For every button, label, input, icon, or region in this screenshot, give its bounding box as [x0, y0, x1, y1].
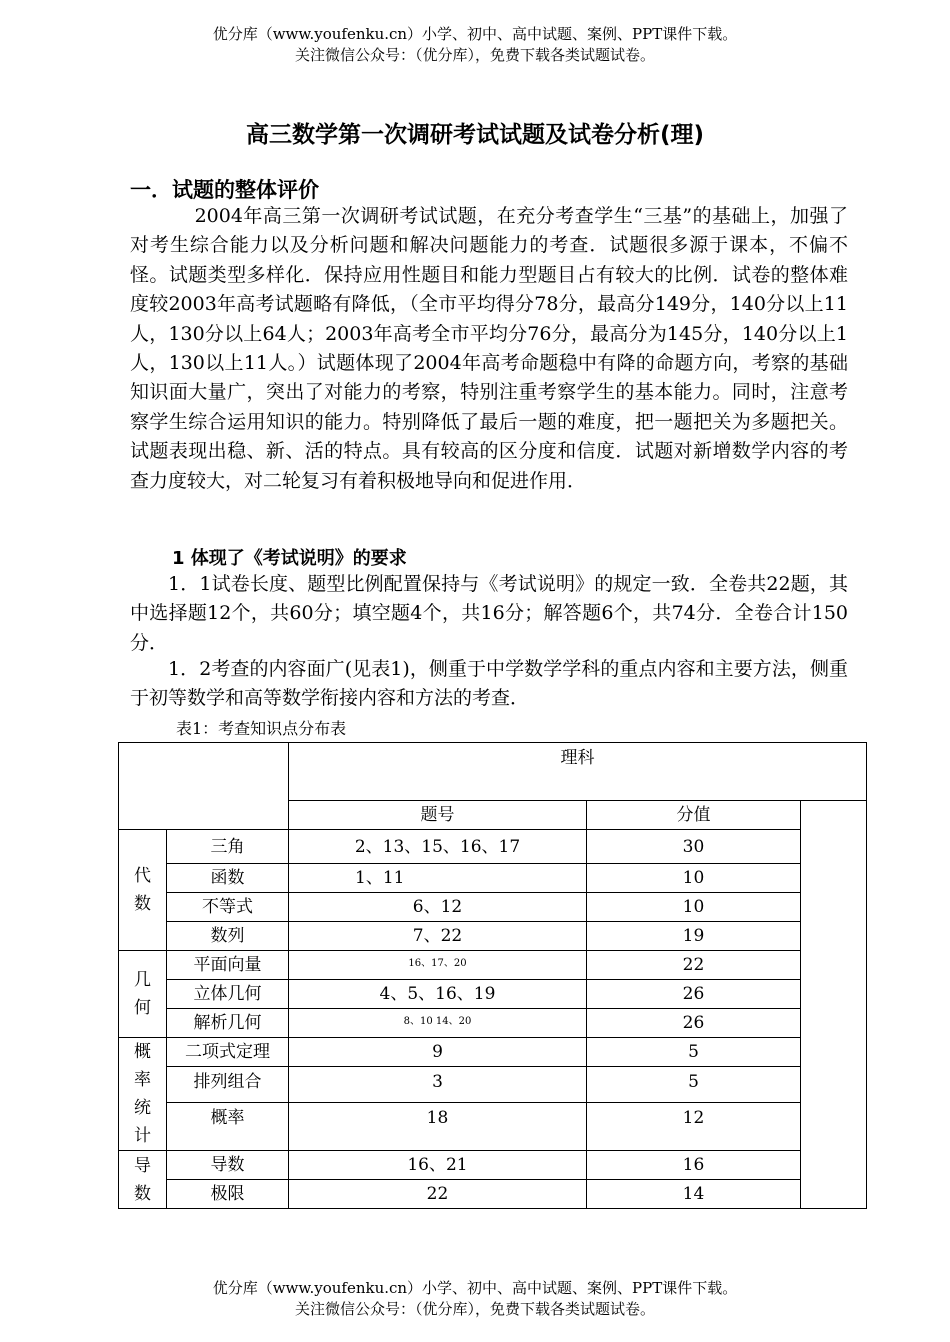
category-derivative: 导 数 [119, 1151, 167, 1209]
category-geometry: 几 何 [119, 951, 167, 1038]
table-row-topic: 数列 [167, 922, 289, 951]
table-row-score: 30 [587, 830, 801, 864]
table-row-topic: 平面向量 [167, 951, 289, 980]
table-row-topic: 排列组合 [167, 1067, 289, 1102]
table-row-qnum: 16、17、20 [289, 951, 587, 980]
table-caption: 表1：考查知识点分布表 [176, 719, 347, 738]
table-row-qnum: 3 [289, 1067, 587, 1102]
table-row-topic: 二项式定理 [167, 1038, 289, 1067]
table-row-score: 19 [587, 922, 801, 951]
watermark-line-1: 优分库（www.youfenku.cn）小学、初中、高中试题、案例、PPT课件下载。 [212, 25, 738, 43]
table-row-score: 16 [587, 1151, 801, 1180]
table-row-qnum: 22 [289, 1180, 587, 1209]
watermark-footer [0, 1278, 950, 1320]
watermark-line-2: 关注微信公众号：（优分库），免费下载各类试题试卷。 [294, 46, 655, 64]
table-row-topic: 导数 [167, 1151, 289, 1180]
paragraph-1-1: 1．1试卷长度、题型比例配置保持与《考试说明》的规定一致．全卷共22题，其中选择题12个，共60分；填空题4个，共16分；解答题6个，共74分．全卷合计150分． [130, 573, 848, 654]
table-row-score: 26 [587, 1009, 801, 1038]
table-row-qnum: 1、11 [289, 864, 587, 893]
header-question-number: 题号 [289, 801, 587, 830]
subsection-heading: 1 体现了《考试说明》的要求 [172, 548, 407, 569]
knowledge-distribution-table [118, 742, 867, 1209]
category-probability-statistics: 概 率 统 计 [119, 1038, 167, 1151]
table-row-score: 10 [587, 893, 801, 922]
table-blank-column [801, 801, 867, 1209]
table-row-topic: 立体几何 [167, 980, 289, 1009]
table-row-qnum: 9 [289, 1038, 587, 1067]
header-score: 分值 [587, 801, 801, 830]
watermark-line-1: 优分库（www.youfenku.cn）小学、初中、高中试题、案例、PPT课件下载。 [212, 1279, 738, 1297]
header-science: 理科 [289, 743, 867, 801]
table-row-score: 26 [587, 980, 801, 1009]
table-row-qnum: 2、13、15、16、17 [289, 830, 587, 864]
table-row-score: 5 [587, 1038, 801, 1067]
table-row-qnum: 18 [289, 1102, 587, 1150]
table-row-score: 14 [587, 1180, 801, 1209]
table-row-topic: 极限 [167, 1180, 289, 1209]
table-row-score: 10 [587, 864, 801, 893]
watermark-header [0, 24, 950, 66]
table-row-topic: 函数 [167, 864, 289, 893]
table-row-score: 12 [587, 1102, 801, 1150]
table-row-qnum: 7、22 [289, 922, 587, 951]
watermark-line-2: 关注微信公众号：（优分库），免费下载各类试题试卷。 [294, 1300, 655, 1318]
paragraph-overall-evaluation: 2004年高三第一次调研考试试题，在充分考查学生“三基”的基础上，加强了对考生综合能力以及分析问题和解决问题能力的考查．试题很多源于课本，不偏不怪。试题类型多样化．保持应用性题目和能力型题目占有较大的比例．试卷的整体难度较2003年高考试题略有降低，（全市平均得分78分，最高分149分，140分以上11人，130分以上64人；2003年高考全市平均分76分，最高分为145分，140分以上1人，130以上11人。）试题体现了2004年高考命题稳中有降的命题方向，考察的基础知识面大量广，突出了对能力的考察，特别注重考察学生的基本能力。同时，注意考察学生综合运用知识的能力。特别降低了最后一题的难度，把一题把关为多题把关。试题表现出稳、新、活的特点。具有较高的区分度和信度．试题对新增数学内容的考查力度较大，对二轮复习有着积极地导向和促进作用． [130, 205, 848, 492]
table-row-topic: 解析几何 [167, 1009, 289, 1038]
table-row-qnum: 16、21 [289, 1151, 587, 1180]
table-row-qnum: 6、12 [289, 893, 587, 922]
table-row-topic: 不等式 [167, 893, 289, 922]
table-row-qnum: 4、5、16、19 [289, 980, 587, 1009]
table-row-score: 5 [587, 1067, 801, 1102]
section-heading: 一．试题的整体评价 [130, 178, 319, 202]
table-row-topic: 概率 [167, 1102, 289, 1150]
table-row-topic: 三角 [167, 830, 289, 864]
table-corner-cell [119, 743, 289, 830]
paragraph-1-2: 1．2考查的内容面广(见表1)，侧重于中学数学学科的重点内容和主要方法，侧重于初等数学和高等数学衔接内容和方法的考查． [130, 658, 848, 710]
document-title: 高三数学第一次调研考试试题及试卷分析(理) [245, 122, 705, 148]
table-row-score: 22 [587, 951, 801, 980]
table-row-qnum: 8、10 14、20 [289, 1009, 587, 1038]
category-algebra: 代 数 [119, 830, 167, 951]
